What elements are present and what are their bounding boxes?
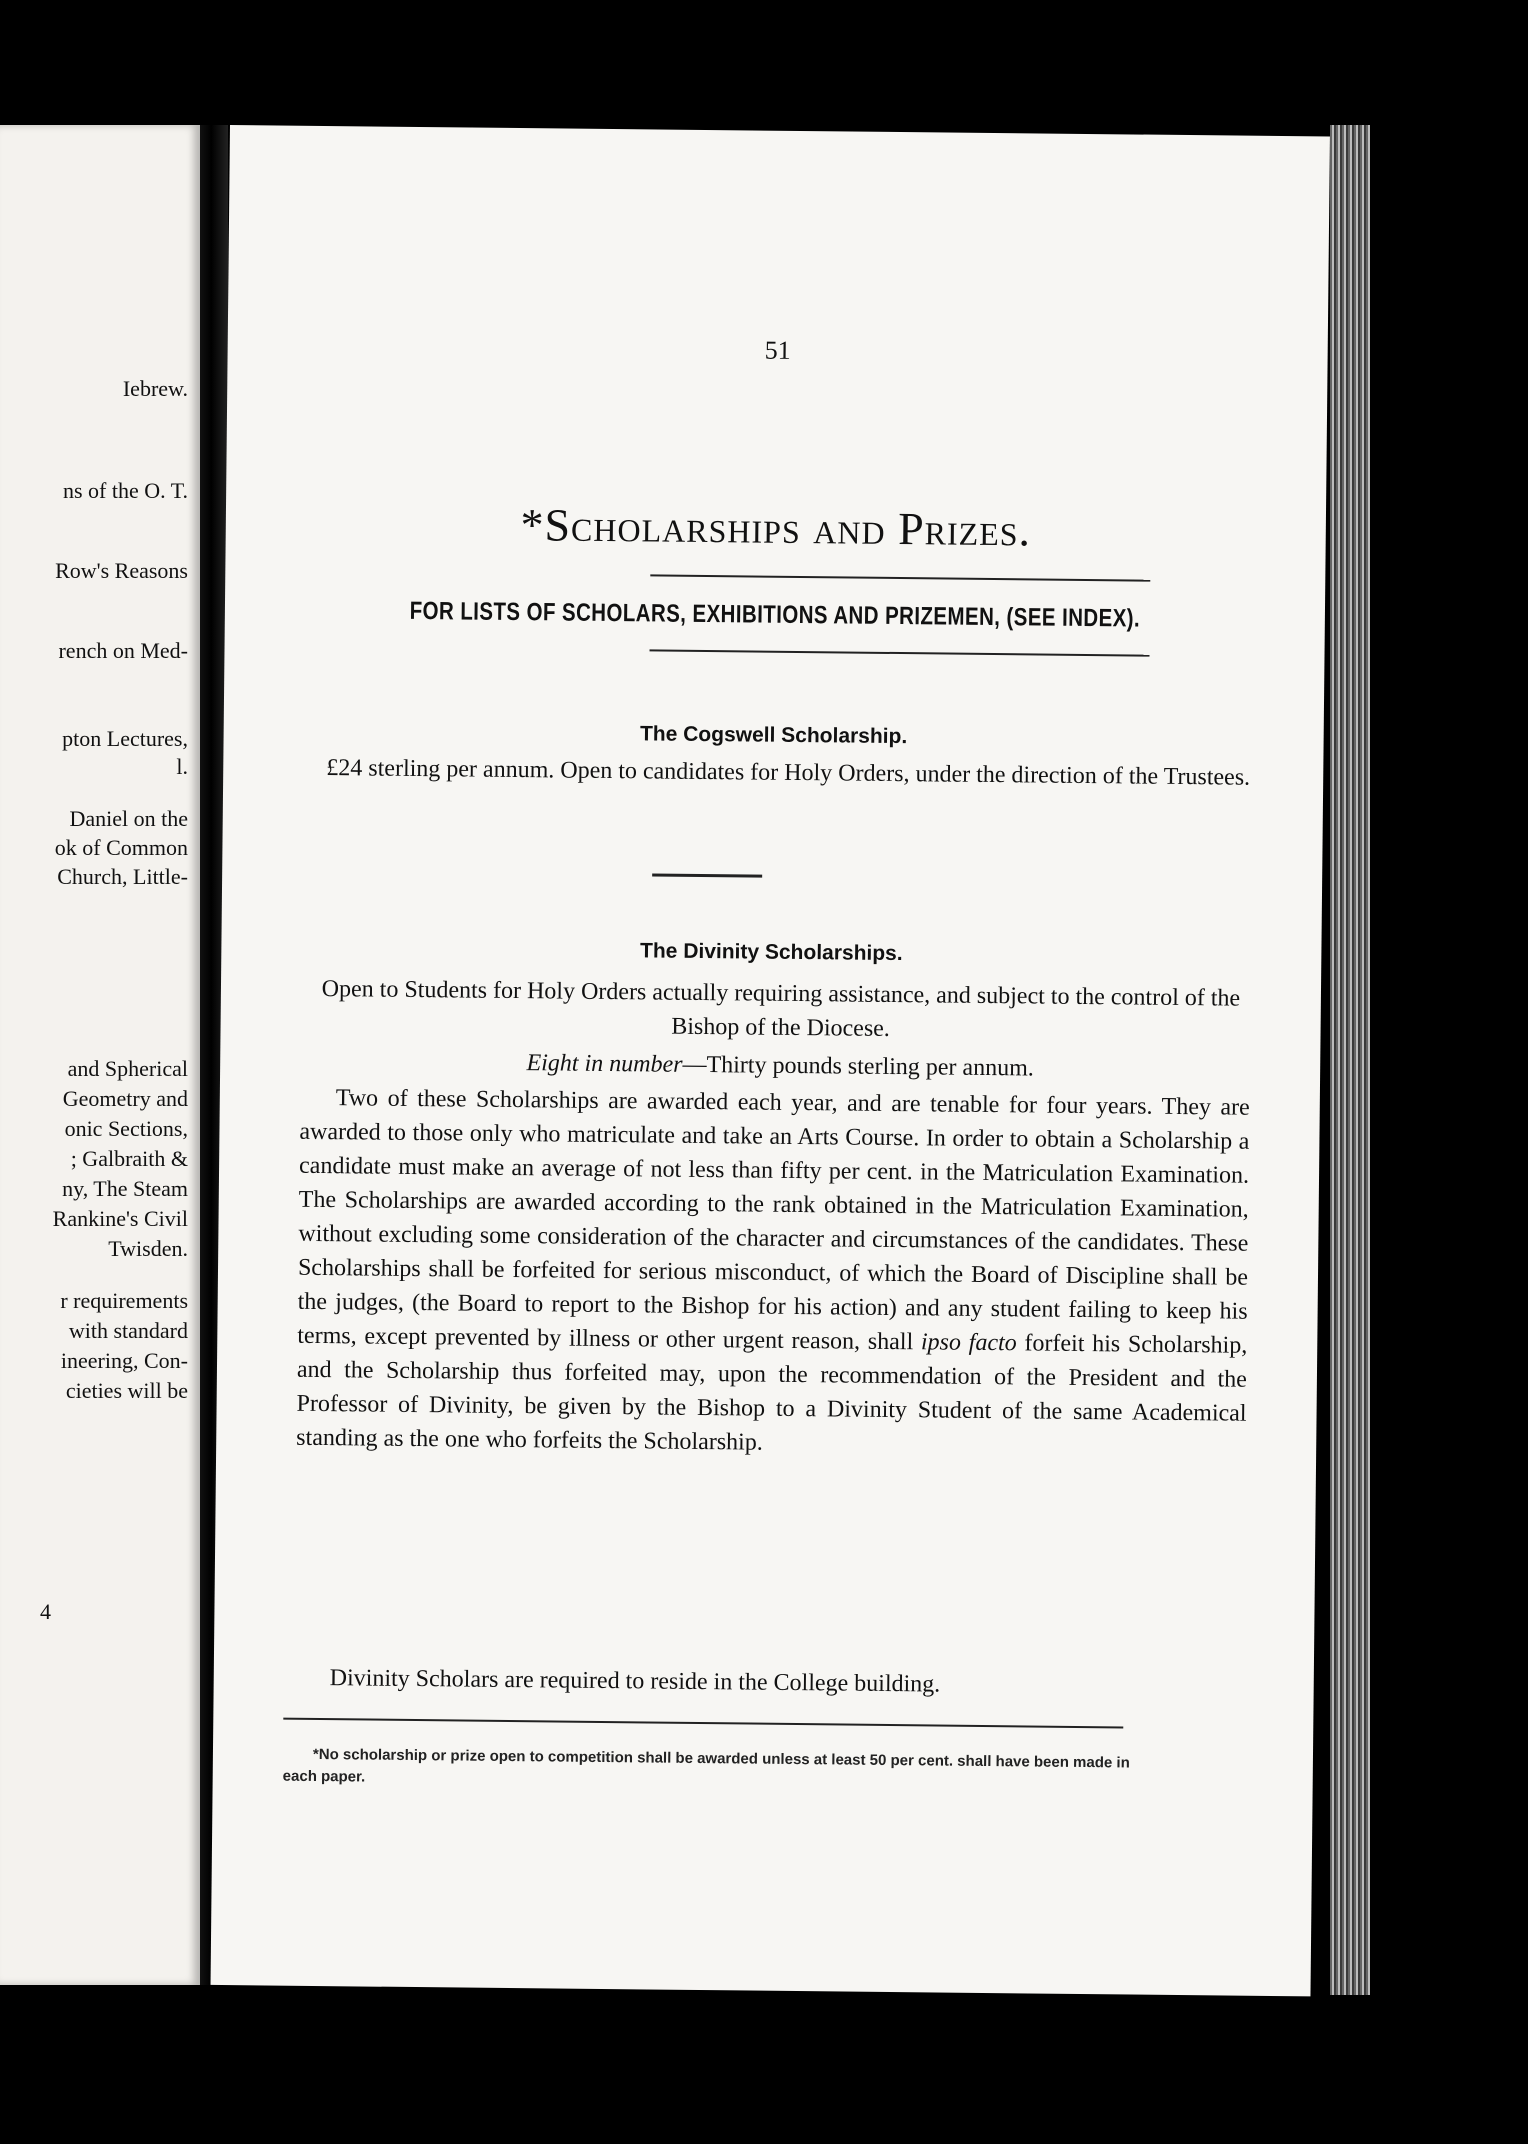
left-page-text: ineering, Con-	[60, 1348, 188, 1373]
cogswell-text: £24 sterling per annum. Open to candidates for Holy Orders, under the direction of the Trustees.	[326, 755, 1251, 791]
footnote	[213, 1743, 1313, 1799]
left-page-text: ; Galbraith &	[70, 1146, 188, 1171]
left-page-text: Rankine's Civil	[52, 1206, 188, 1231]
footnote-rule	[283, 1718, 1123, 1729]
page-number: 51	[764, 335, 791, 365]
divinity-residence: Divinity Scholars are required to reside in the College building.	[329, 1665, 941, 1698]
divinity-number	[300, 1044, 1260, 1088]
divinity-intro-paragraph	[220, 971, 1321, 1051]
left-page-text: and Spherical	[67, 1056, 188, 1081]
left-page-text: pton Lectures,	[62, 726, 188, 751]
left-page-text: rench on Med-	[58, 638, 188, 663]
left-page-text: Twisden.	[108, 1236, 188, 1261]
divinity-body-paragraph	[216, 1080, 1320, 1465]
left-page-text: Geometry and	[62, 1086, 188, 1111]
page-mark: 4	[40, 1599, 51, 1624]
right-page	[211, 125, 1330, 1996]
left-page-text: onic Sections,	[64, 1116, 188, 1141]
left-page-text: l.	[176, 754, 188, 779]
left-page-text: ny, The Steam	[62, 1176, 188, 1201]
divinity-intro: Open to Students for Holy Orders actually requiring assistance, and subject to the control of the Bishop of the Diocese.	[321, 976, 1241, 1042]
left-page-text: with standard	[68, 1318, 188, 1343]
subtitle-rule	[650, 649, 1150, 656]
divinity-body-part2: forfeit his Scholarship, and the Scholarship thus forfeited may, upon the recommendation of the President and the Professor of Divinity, be given by the Bishop to a Divinity Student of the same Academical standing as the one who forfeits the Scholarship.	[296, 1330, 1248, 1456]
left-page-text: ns of the O. T.	[62, 478, 188, 503]
divinity-residence-paragraph	[214, 1660, 1314, 1706]
divinity-body-italic: ipso facto	[920, 1329, 1017, 1357]
section-divider	[652, 873, 762, 877]
page-title: *Scholarships and Prizes.	[520, 499, 1032, 556]
left-page-text: r requirements	[60, 1288, 188, 1313]
divinity-body	[296, 1081, 1250, 1465]
divinity-body-part1: Two of these Scholarships are awarded each year, and are tenable for four years. They are awarded to those only who matriculate and take an Arts Course. In order to obtain a Scholarship a candidate must make an average of not less than fifty per cent. in the Matriculation Examination. The Scholarships are awarded according to the rank obtained in the Matriculation Examination, without excluding some consideration of the character and circumstances of the candidates. These Scholarships shall be forfeited for serious misconduct, of which the Board of Discipline shall be the judges, (the Board to report to the Bishop for his action) and any student failing to keep his terms, except prevented by illness or other urgent reason, shall	[297, 1085, 1250, 1356]
left-page	[0, 125, 200, 1985]
left-page-text: Row's Reasons	[55, 558, 188, 583]
left-page-text: Church, Little-	[57, 864, 188, 889]
subtitle: FOR LISTS OF SCHOLARS, EXHIBITIONS AND PRIZEMEN, (SEE INDEX).	[409, 596, 1141, 633]
footnote-text: *No scholarship or prize open to competition shall be awarded unless at least 50 per cent. shall have been made in each paper.	[282, 1745, 1130, 1786]
left-page-text: Iebrew.	[122, 376, 188, 401]
left-page-text: cieties will be	[65, 1378, 188, 1403]
divinity-heading: The Divinity Scholarships.	[639, 939, 903, 966]
cogswell-paragraph	[223, 750, 1323, 796]
page-edge	[1330, 125, 1370, 1995]
left-page-text: ok of Common	[54, 835, 188, 860]
divinity-number-label: Eight in number	[526, 1050, 683, 1078]
cogswell-heading: The Cogswell Scholarship.	[639, 722, 908, 749]
divinity-number-text: —Thirty pounds sterling per annum.	[682, 1051, 1034, 1082]
title-rule	[650, 574, 1150, 581]
left-page-text: Daniel on the	[69, 806, 188, 831]
